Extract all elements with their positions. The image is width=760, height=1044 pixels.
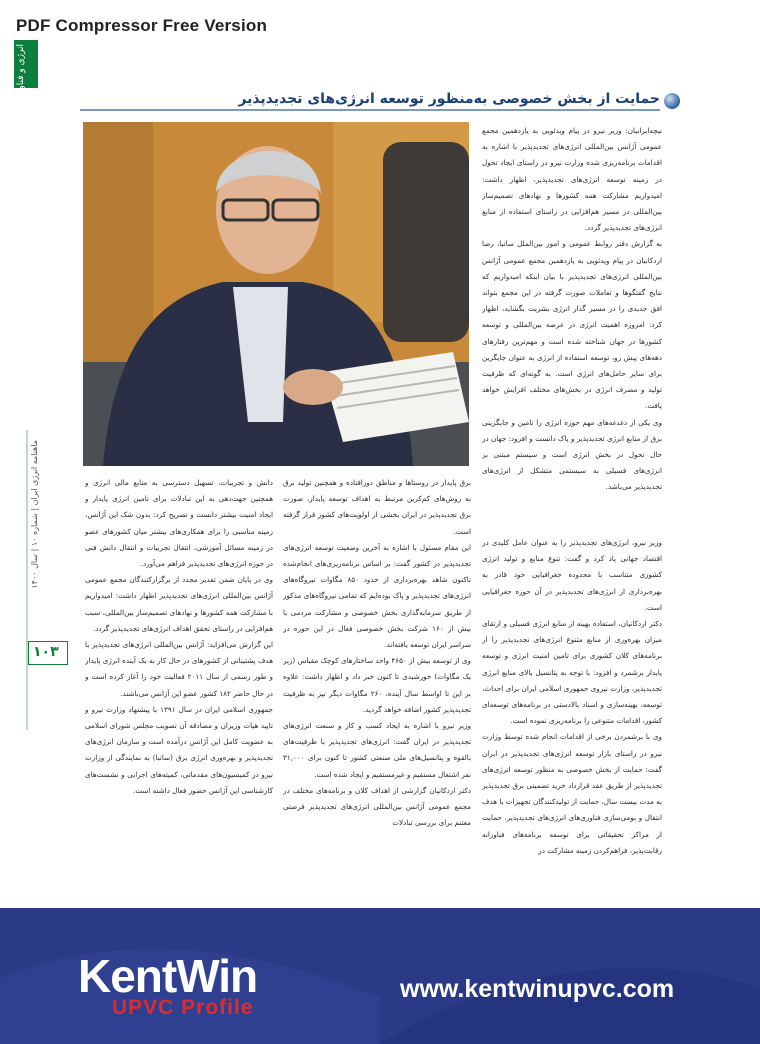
margin-line — [26, 430, 28, 730]
issue-info: ماهنامه انرژی ایران | شماره ۱۰ | سال ۱۴۰۰ — [30, 440, 39, 589]
page-number: ۱۰۳ — [33, 644, 59, 660]
article-column-right-lower — [482, 535, 662, 915]
paragraph: دکتر اردکانیان گزارشی از اهداف کلان و برنامه‌های مختلف در مجمع عمومی آژانس بین‌المللی انرژی‌های تجدیدپذیر فرصتی مغتنم برای بررسی تبادلات — [283, 785, 471, 828]
section-tab — [14, 40, 38, 101]
article-title: حمایت از بخش خصوصی به‌منظور توسعه انرژی‌های تجدیدپذیر — [238, 91, 660, 107]
ad-website-url[interactable]: www.kentwinupvc.com — [400, 975, 675, 1003]
paragraph: وزیر نیرو با اشاره به ایجاد کسب و کار و سنعت انرژی‌های تجدیدپذیر در ایران گفت: انرژی‌های تجدیدپذیر با ظرفیت‌های بالقوه و پتانسیل‌های ملی صنعتی کشور تا کنون برای ۳۱,۰۰۰ نفر اشتغال مستقیم و غیرمستقیم و ایجاد شده است. — [283, 721, 471, 779]
article-photo — [83, 122, 469, 466]
paragraph: دکتر اردکانیان، استفاده بهینه از منابع انرژی فسیلی و ارتقای میزان بهره‌وری از منابع متنوع انرژی‌های تجدیدپذیر را از برنامه‌های کلان کشوری برای تامین امنیت انرژی و توسعه پایدار برشمرد و افزود: با توجه به پتانسیل بالای منابع انرژی تجدیدپذیر، وزارت نیروی جمهوری اسلامی ایران برای احداث، توسعه، بهینه‌سازی و اسناد بالادستی در برنامه‌های توسعه‌ای کشور، اقدامات متنوعی را برنامه‌ریزی نموده است. — [482, 619, 662, 726]
photo-illustration — [83, 122, 469, 466]
paragraph: این گزارش می‌افزاید: آژانس بین‌المللی انرژی‌های تجدیدپذیر با هدف پشتیبانی از کشورهای در حال کار به یک آینده انرژی پایدار و طور رسمی از سال ۲۰۱۱ فعالیت خود را آغاز کرده است و در حال حاضر ۱۸۲ کشور عضو این آژانس می‌باشند. — [85, 640, 273, 698]
section-tab-label: انرژی و فناوری — [16, 44, 26, 101]
brand-logo: KentWin — [78, 950, 258, 1002]
paragraph: وی از توسعه بیش از ۴۶۵۰ واحد ساختارهای کوچک مقیاس (زیر یک مگاوات) خورشیدی تا کنون خبر داد و اظهار داشت: علاوه بر این تا اواسط سال آینده، ۲۶۰ مگاوات دیگر نیز به ظرفیت تجدیدپذیر کشور اضافه خواهد گردید. — [283, 656, 471, 714]
paragraph: نیچه‌ایرانیان: وزیر نیرو در پیام ویدئویی به یازدهمین مجمع عمومی آژانس بین‌المللی انرژی‌های تجدیدپذیر با اشاره به اقدامات برنامه‌ریزی شده وزارت نیرو در راستای ایجاد تحول در زمینه توسعه انرژی‌های تجدیدپذیر، اظهار داشت: امیدواریم مشارکت همه کشورها و نهادهای تصمیم‌ساز بین‌المللی در مسیر هم‌افزایی در راستای استفاده از منابع انرژی‌های تجدیدپذیر گردد. — [482, 126, 662, 233]
paragraph: وی در پایان ضمن تقدیر مجدد از برگزارکنندگان مجمع عمومی آژانس بین‌المللی انرژی‌های تجدیدپذیر اظهار داشت: امیدواریم با مشارکت همه کشورها و نهادهای تصمیم‌ساز بین‌المللی، سبب هم‌افزایی در راستای تحقق اهداف انرژی‌های تجدیدپذیر گردد. — [85, 575, 273, 633]
paragraph: جمهوری اسلامی ایران در سال ۱۳۹۱ با پیشنهاد وزارت نیرو و تایید هیات وزیران و مصادقه آن تصویب مجلس شورای اسلامی به عضویت کامل این آژانس درآمده است و سازمان انرژی‌های تجدیدپذیر و بهره‌وری انرژی برق (ساتبا) به نمایندگی از وزارت نیرو در کمیسیون‌های مقدماتی، کمیته‌های اجرایی و نشست‌های کارشناسی این آژانس حضور فعال داشته است. — [85, 704, 273, 795]
paragraph: به گزارش دفتر روابط عمومی و امور بین‌الملل ساتبا، رضا اردکانیان در پیام ویدئویی به یازدهمین مجمع عمومی آژانس بین‌المللی انرژی‌های تجدیدپذیر با بیان اینکه امیدواریم که نتایج گفتگوها و تعاملات صورت گرفته در این مجمع بتواند افق جدیدی را در مسیر گذار انرژی بشریت بگشاید، اظهار کرد: امروزه اهمیت انرژی در عرصه بین‌المللی و توسعه کشورها در جهان شناخته شده است و مهم‌ترین رفتارهای دهه‌های پیش رو، توسعه استفاده از انرژی به عنوان جایگزین برای سایر حامل‌های انرژی است. به گونه‌ای که ظرفیت تولید و مصرف انرژی در بخش‌های مختلف افزایش خواهد یافت. — [482, 239, 662, 411]
article-column-left — [85, 475, 273, 905]
paragraph: وی با برشمردن برخی از اقدامات انجام شده توسط وزارت نیرو در راستای بازار توسعه انرژی‌های تجدیدپذیر در ایران گفت: حمایت از بخش خصوصی به منظور توسعه انرژی‌های تجدیدپذیر از طریق عقد قرارداد خرید تضمینی برق تجدیدپذیر به مدت بیست سال، حمایت از تولیدکنندگان تجهیزات با هدف انتقال و بومی‌سازی فناوری‌های انرژی‌های تجدیدپذیر، حمایت از مراکز تحقیقاتی برای توسعه برنامه‌های فناورانه رقابت‌پذیر، فراهم‌کردن زمینه مشارکت در — [482, 732, 662, 855]
brand-tagline: UPVC Profile — [112, 996, 254, 1019]
title-bullet-icon — [664, 93, 680, 109]
title-underline — [80, 109, 660, 111]
article-column-middle — [283, 475, 471, 905]
article-column-right — [482, 123, 662, 535]
paragraph: دانش و تجربیات، تسهیل دسترسی به منابع مالی انرژی و همچنین جهت‌دهی به این تبادلات برای تامین انرژی پایدار و ایجاد امنیت بیشتر دانست و تصریح کرد: بدون شک این آژانس، زمینه مناسبی را برای همکاری‌های بیشتر میان کشورهای عضو در زمینه مسائل آموزشی، انتقال تجربیات و انتقال دانش فنی در حوزه انرژی‌های تجدیدپذیر فراهم می‌آورد. — [85, 478, 273, 569]
paragraph: این مقام مسئول با اشاره به آخرین وضعیت توسعه انرژی‌های تجدیدپذیر در کشور گفت: بر اساس برنامه‌ریزی‌های انجام‌شده تاکنون شاهد بهره‌برداری از حدود ۸۵۰ مگاوات نیروگاه‌های انرژی‌های تجدیدپذیر و پاک بوده‌ایم که تمامی نیروگاه‌های مذکور از طریق سرمایه‌گذاری بخش خصوصی و مشارکت مردمی با بیش از ۱۶۰ شرکت بخش خصوصی فعال در این حوزه در سراسر ایران توسعه یافته‌اند. — [283, 542, 471, 650]
watermark: PDF Compressor Free Version — [16, 16, 268, 35]
paragraph: وی یکی از دغدغه‌های مهم حوزه انرژی را تامین و جایگزینی برق از منابع انرژی تجدیدپذیر و پاک دانست و افزود: جهان در حال تحول در بخش انرژی است و سیستم مبتنی بر انرژی‌های فسیلی به سیستمی متشکل از انرژی‌های تجدیدپذیر می‌باشد. — [482, 417, 662, 492]
paragraph: وزیر نیرو، انرژی‌های تجدیدپذیر را به عنوان عامل کلیدی در اقتصاد جهانی یاد کرد و گفت: تنوع منابع و تولید انرژی کشوری متناسب با محدوده جغرافیایی خود قادر به بهره‌برداری از انرژی‌های تجدیدپذیر در آن حوزه جغرافیایی است. — [482, 538, 662, 612]
paragraph: برق پایدار در روستاها و مناطق دورافتاده و همچنین تولید برق به روش‌های کم‌کربن مرتبط به اهداف توسعه پایدار، صورت برق تجدیدپذیر در ایران بخشی از اولویت‌های کشور قرار گرفته است. — [283, 478, 471, 536]
